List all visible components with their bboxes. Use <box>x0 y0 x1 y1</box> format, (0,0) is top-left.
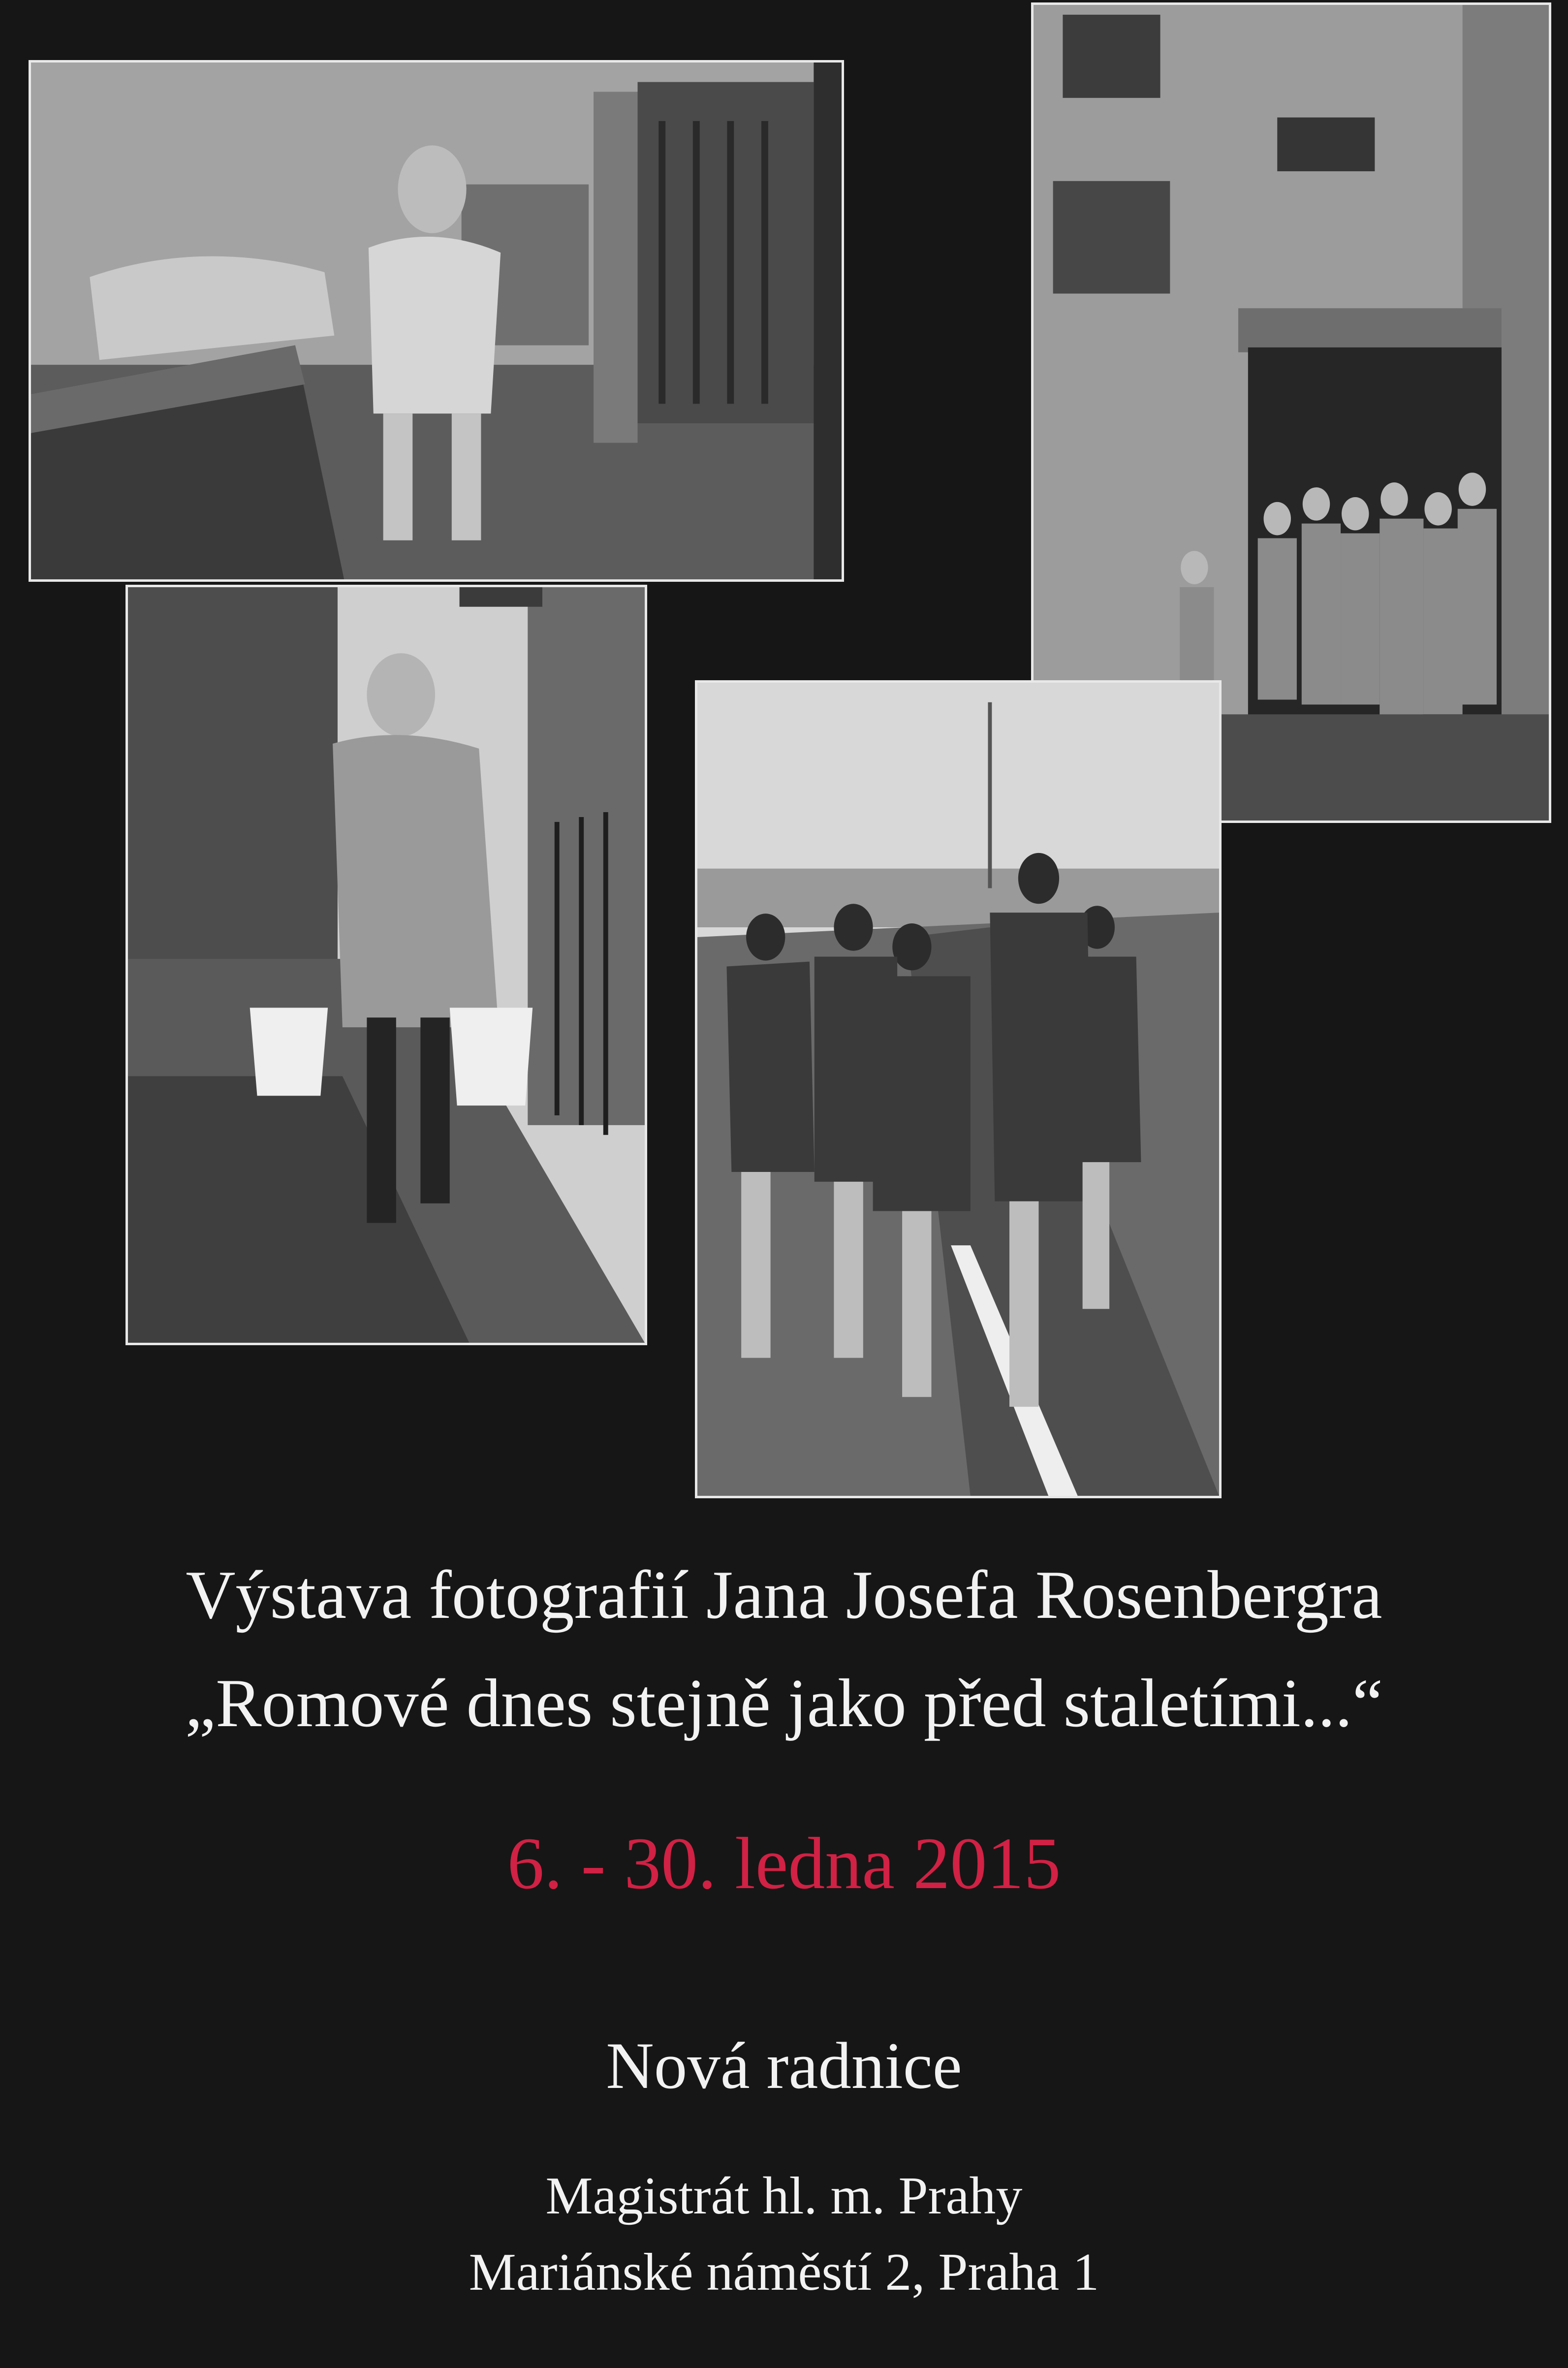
exhibition-title: Výstava fotografií Jana Josefa Rosenbergra <box>186 1557 1382 1633</box>
venue-name: Nová radnice <box>606 2029 962 2103</box>
photo-boys-on-road <box>695 680 1222 1498</box>
exhibition-dates: 6. - 30. ledna 2015 <box>507 1823 1061 1904</box>
address-line-2: Mariánské náměstí 2, Praha 1 <box>469 2243 1099 2302</box>
exhibition-subtitle: „Romové dnes stejně jako před staletími...“ <box>185 1665 1383 1741</box>
address-line-1: Magistrát hl. m. Prahy <box>545 2167 1023 2225</box>
photo-woman-with-buckets <box>125 585 647 1345</box>
photo-child-in-room <box>29 60 844 582</box>
